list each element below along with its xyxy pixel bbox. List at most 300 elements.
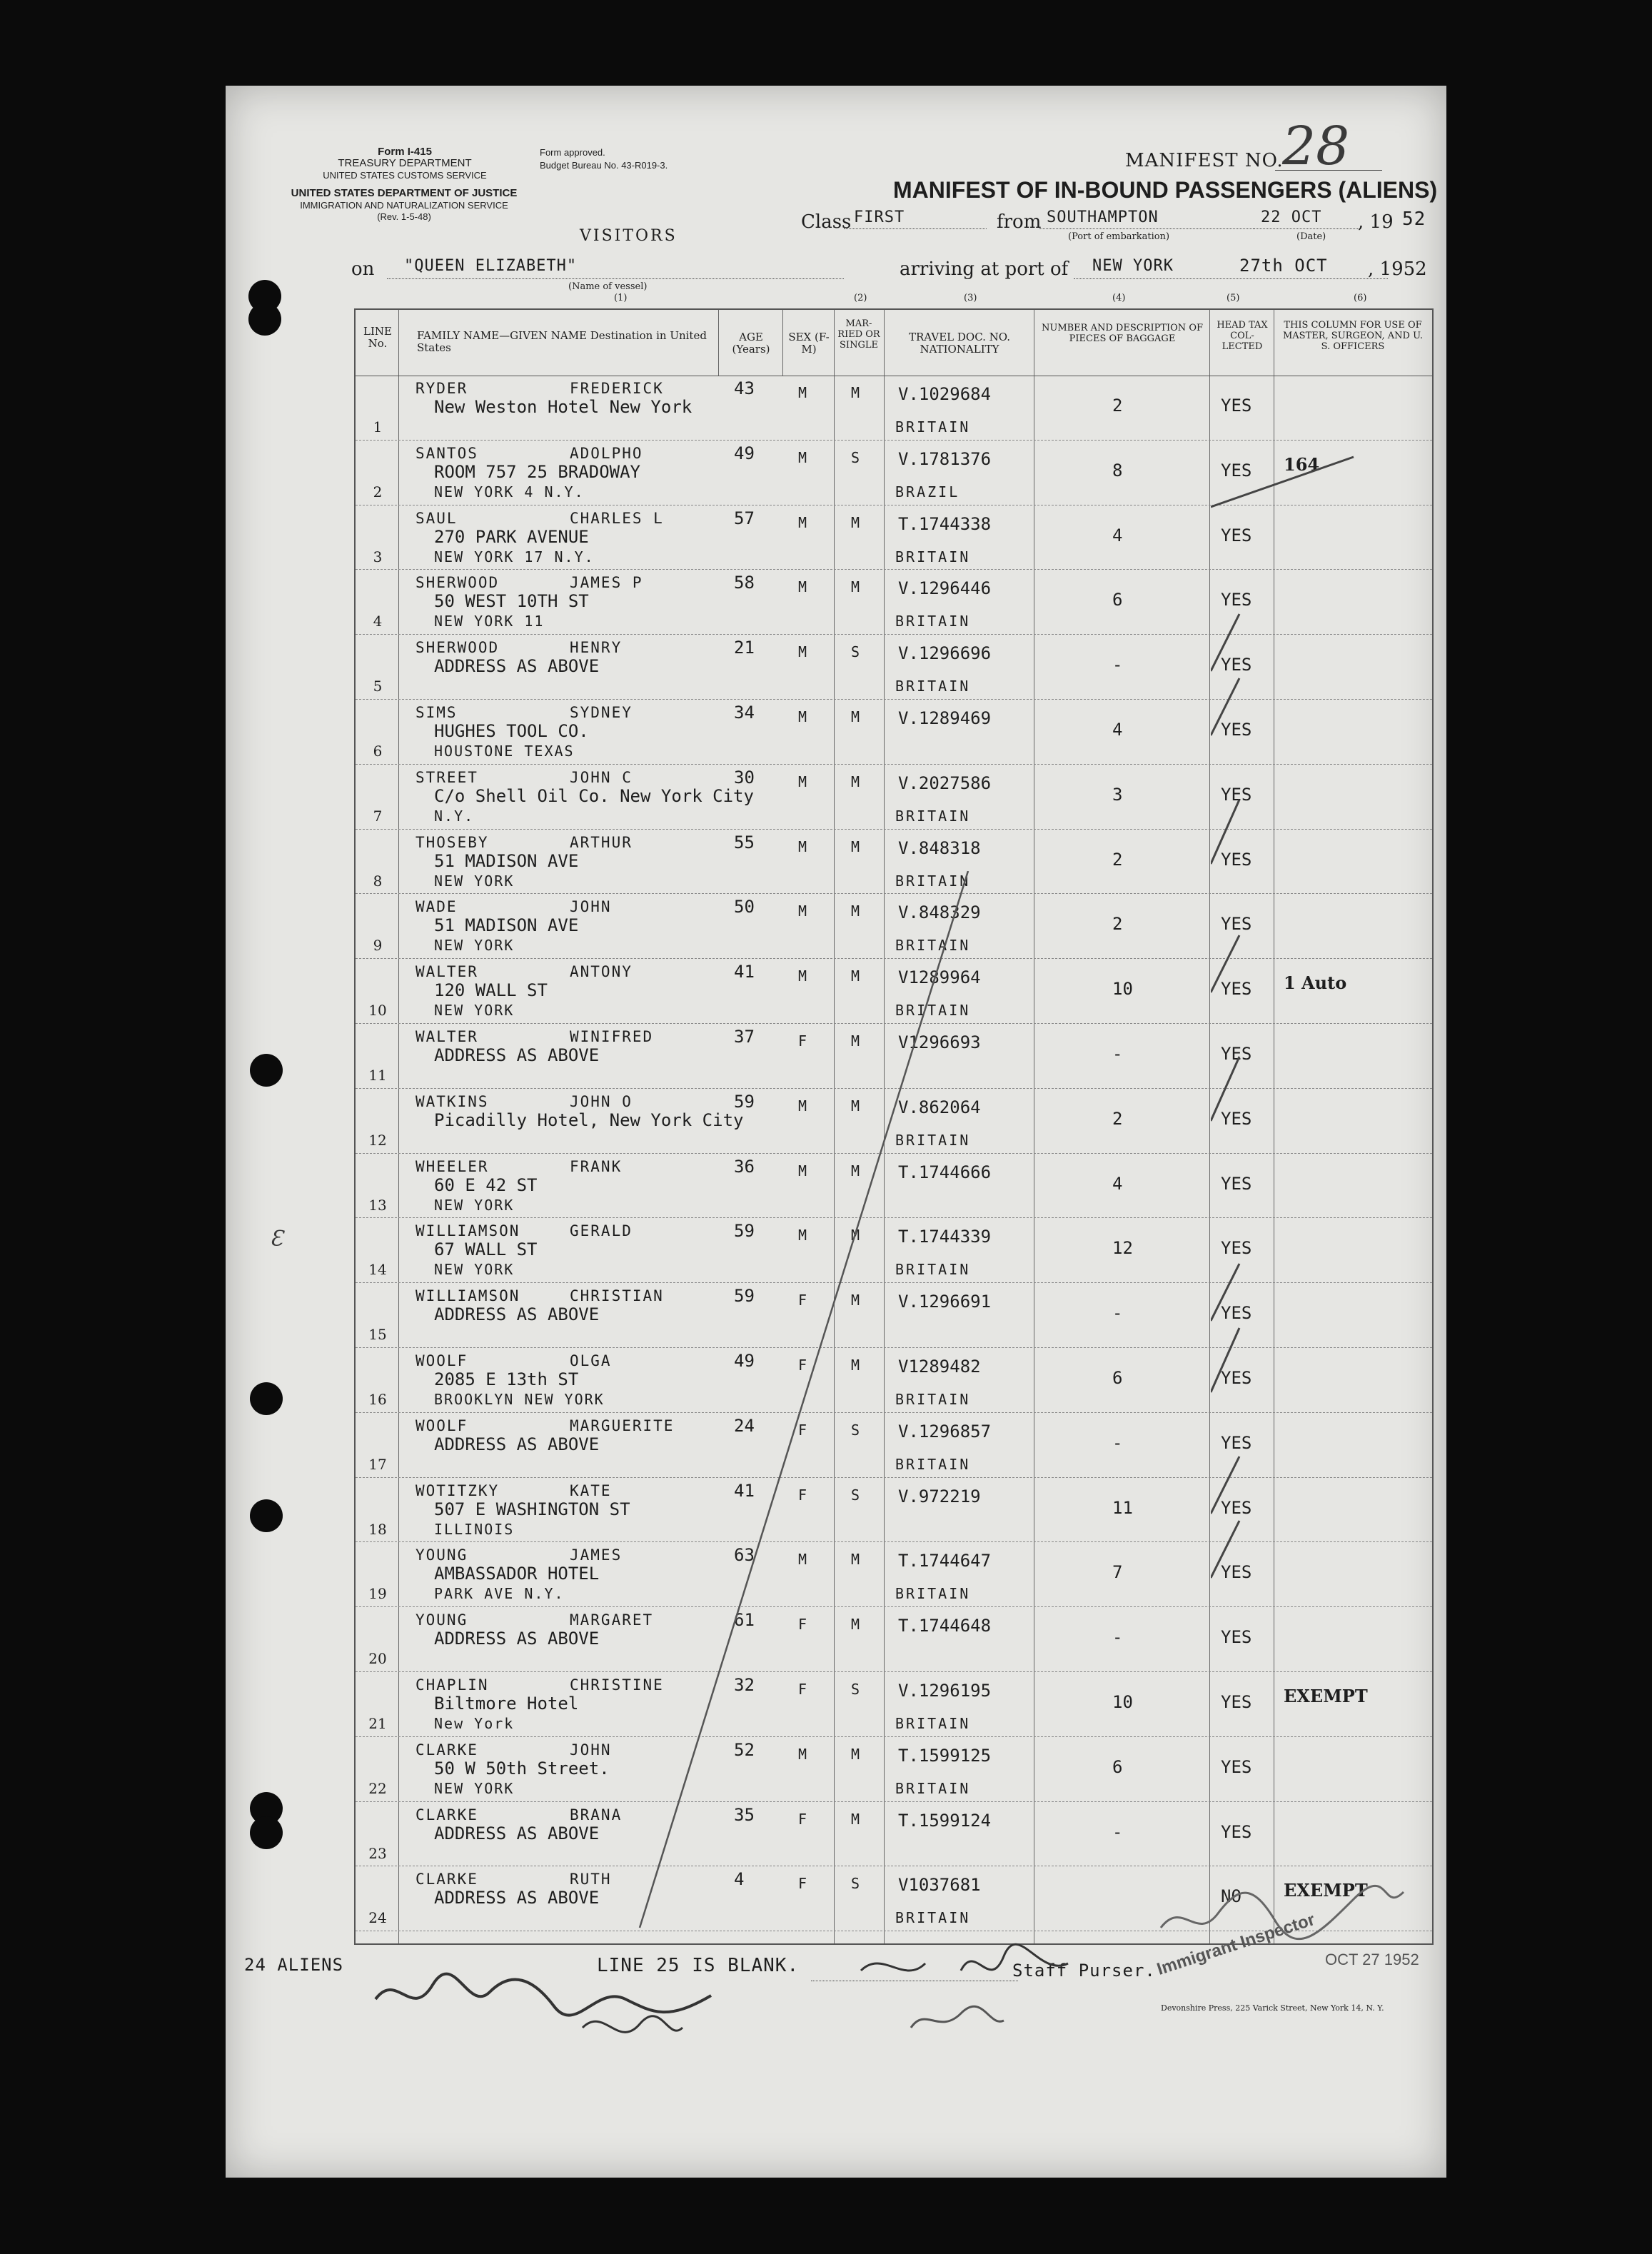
row-age: 35: [734, 1804, 755, 1825]
row-family-name: WILLIAMSON: [415, 1222, 520, 1240]
row-married: M: [851, 513, 860, 531]
row-head-tax: YES: [1221, 1562, 1252, 1583]
row-destination-2: BROOKLYN NEW YORK: [434, 1391, 605, 1408]
row-line-number: 5: [373, 678, 383, 695]
row-destination: 60 E 42 ST: [434, 1174, 538, 1195]
row-travel-doc: T.1599125: [898, 1745, 992, 1766]
arrival-date: 27th OCT: [1239, 256, 1328, 276]
row-destination: ADDRESS AS ABOVE: [434, 1629, 600, 1649]
row-married: M: [851, 578, 860, 596]
row-married: M: [851, 1551, 860, 1569]
row-line-number: 17: [368, 1455, 387, 1473]
row-sex: F: [798, 1486, 807, 1504]
year-value: 52: [1402, 208, 1426, 230]
row-head-tax: YES: [1221, 720, 1252, 740]
row-destination-2: PARK AVE N.Y.: [434, 1585, 565, 1603]
row-head-tax: YES: [1221, 655, 1252, 675]
row-sex: F: [798, 1292, 807, 1309]
date-value: 22 OCT: [1261, 208, 1322, 226]
row-line-number: 19: [368, 1585, 387, 1603]
row-line-number: 12: [368, 1131, 387, 1149]
col-header-baggage: NUMBER AND DESCRIPTION OF PIECES OF BAGGAGE: [1041, 323, 1203, 344]
row-baggage: 7: [1112, 1562, 1123, 1583]
row-officer-note: EXEMPT: [1284, 1880, 1368, 1901]
row-destination: ADDRESS AS ABOVE: [434, 1045, 600, 1065]
row-age: 43: [734, 378, 755, 398]
row-baggage: 8: [1112, 460, 1123, 481]
form-approved: Form approved.: [540, 147, 605, 158]
row-married: M: [851, 384, 860, 401]
row-given-name: ADOLPHO: [570, 444, 643, 462]
row-married: M: [851, 1357, 860, 1374]
col-num-3: (3): [964, 293, 977, 303]
row-married: M: [851, 773, 860, 790]
punch-hole: [250, 1816, 283, 1849]
row-line-number: 20: [368, 1650, 387, 1668]
row-age: 37: [734, 1027, 755, 1047]
row-destination-2: ILLINOIS: [434, 1520, 515, 1538]
row-family-name: WALTER: [415, 1028, 478, 1045]
row-sex: M: [798, 902, 807, 920]
row-sex: M: [798, 1551, 807, 1569]
customs-label: UNITED STATES CUSTOMS SERVICE: [323, 170, 487, 181]
row-age: 59: [734, 1221, 755, 1242]
arriving-port: NEW YORK: [1092, 257, 1174, 275]
row-given-name: JOHN C: [570, 768, 633, 786]
row-given-name: ARTHUR: [570, 833, 633, 851]
date-caption: (Date): [1296, 231, 1326, 242]
signature-scrawl: [368, 1956, 768, 2056]
row-married: M: [851, 902, 860, 920]
from-value: SOUTHAMPTON: [1047, 208, 1159, 226]
row-baggage: 6: [1112, 590, 1123, 610]
row-family-name: CLARKE: [415, 1806, 478, 1823]
row-head-tax: YES: [1221, 1173, 1252, 1194]
row-head-tax: YES: [1221, 1108, 1252, 1129]
row-baggage: 12: [1112, 1238, 1133, 1259]
row-married: M: [851, 967, 860, 985]
col-header-sex: SEX (F-M): [788, 331, 830, 356]
row-married: M: [851, 1097, 860, 1115]
from-label: from: [997, 211, 1042, 233]
stamp-title: Immigrant Inspector: [1154, 1910, 1318, 1980]
row-sex: F: [798, 1032, 807, 1050]
row-age: 30: [734, 767, 755, 788]
row-head-tax: YES: [1221, 849, 1252, 870]
row-head-tax: YES: [1221, 1497, 1252, 1518]
vessel-underline: [387, 278, 844, 279]
row-officer-note: EXEMPT: [1284, 1686, 1368, 1706]
row-baggage: -: [1112, 655, 1123, 675]
row-nationality: BRITAIN: [895, 1002, 971, 1020]
row-travel-doc: T.1744648: [898, 1616, 992, 1636]
row-age: 36: [734, 1156, 755, 1177]
row-travel-doc: V.1029684: [898, 384, 992, 404]
row-baggage: -: [1112, 1432, 1123, 1453]
col-num-5: (5): [1227, 293, 1240, 303]
row-travel-doc: V.848329: [898, 902, 981, 923]
row-family-name: SIMS: [415, 704, 458, 721]
row-family-name: CHAPLIN: [415, 1676, 489, 1694]
row-given-name: KATE: [570, 1481, 612, 1499]
row-destination: ADDRESS AS ABOVE: [434, 1823, 600, 1843]
row-age: 49: [734, 1351, 755, 1371]
row-nationality: BRITAIN: [895, 613, 971, 630]
row-married: S: [851, 1681, 860, 1698]
row-age: 59: [734, 1091, 755, 1112]
row-head-tax: YES: [1221, 784, 1252, 805]
row-destination-2: NEW YORK 4 N.Y.: [434, 483, 585, 500]
row-destination: 507 E WASHINGTON ST: [434, 1499, 630, 1519]
row-given-name: BRANA: [570, 1806, 623, 1823]
row-baggage: 2: [1112, 914, 1123, 935]
row-destination: C/o Shell Oil Co. New York City: [434, 785, 754, 806]
row-destination-2: NEW YORK: [434, 1002, 515, 1020]
row-travel-doc: V1289482: [898, 1357, 981, 1377]
row-sex: F: [798, 1681, 807, 1698]
row-sex: M: [798, 448, 807, 466]
row-head-tax: YES: [1221, 396, 1252, 416]
row-given-name: MARGARET: [570, 1611, 654, 1629]
row-baggage: 6: [1112, 1368, 1123, 1388]
row-age: 41: [734, 962, 755, 982]
row-age: 50: [734, 897, 755, 917]
row-nationality: BRITAIN: [895, 1715, 971, 1732]
row-family-name: CLARKE: [415, 1871, 478, 1888]
row-married: M: [851, 1745, 860, 1763]
row-line-number: 11: [368, 1067, 387, 1084]
row-baggage: -: [1112, 1303, 1123, 1324]
row-family-name: WOTITZKY: [415, 1481, 500, 1499]
punch-hole: [248, 303, 281, 336]
date-underline: [1254, 228, 1361, 229]
row-age: 55: [734, 832, 755, 852]
row-baggage: 10: [1112, 1692, 1133, 1712]
row-travel-doc: V.1296696: [898, 643, 992, 664]
row-head-tax: YES: [1221, 1303, 1252, 1324]
row-nationality: BRITAIN: [895, 1585, 971, 1603]
row-destination: 67 WALL ST: [434, 1239, 538, 1260]
row-given-name: SYDNEY: [570, 704, 633, 721]
row-destination-2: NEW YORK: [434, 1779, 515, 1797]
purser-signature: [854, 1942, 1097, 2042]
row-family-name: WOOLF: [415, 1417, 468, 1434]
row-line-number: 24: [368, 1909, 387, 1927]
row-age: 57: [734, 508, 755, 528]
row-destination: 120 WALL ST: [434, 980, 548, 1001]
visitors-label: VISITORS: [580, 227, 678, 245]
row-sex: M: [798, 578, 807, 596]
row-officer-note: 1 Auto: [1284, 972, 1347, 994]
col-num-4: (4): [1112, 293, 1126, 303]
row-line-number: 6: [373, 743, 383, 760]
line25-note: LINE 25 IS BLANK.: [597, 1955, 800, 1976]
row-head-tax: YES: [1221, 979, 1252, 1000]
row-married: M: [851, 1810, 860, 1828]
row-baggage: 3: [1112, 784, 1123, 805]
row-head-tax: YES: [1221, 1692, 1252, 1712]
staff-purser: Staff Purser.: [1012, 1961, 1156, 1981]
row-married: M: [851, 1227, 860, 1244]
row-nationality: BRITAIN: [895, 678, 971, 695]
row-family-name: WADE: [415, 898, 458, 916]
row-travel-doc: V.1781376: [898, 448, 992, 469]
row-travel-doc: T.1599124: [898, 1810, 992, 1831]
arrival-year: , 1952: [1368, 258, 1427, 280]
col-divider: [782, 310, 783, 376]
row-destination-2: NEW YORK 11: [434, 613, 545, 630]
row-travel-doc: T.1744339: [898, 1227, 992, 1247]
row-destination: 50 W 50th Street.: [434, 1758, 610, 1778]
row-nationality: BRAZIL: [895, 483, 960, 500]
row-family-name: YOUNG: [415, 1546, 468, 1564]
row-family-name: SAUL: [415, 509, 458, 527]
row-age: 32: [734, 1675, 755, 1695]
row-family-name: STREET: [415, 768, 478, 786]
row-head-tax: YES: [1221, 1044, 1252, 1064]
row-sex: M: [798, 643, 807, 661]
arriving-label: arriving at port of: [900, 258, 1069, 280]
row-family-name: SANTOS: [415, 444, 478, 462]
row-sex: M: [798, 773, 807, 790]
manifest-no-label: MANIFEST NO.: [1125, 150, 1284, 171]
row-nationality: BRITAIN: [895, 418, 971, 436]
pencil-stroke: [625, 871, 982, 1942]
row-baggage: 10: [1112, 979, 1133, 1000]
treasury-label: TREASURY DEPARTMENT: [338, 157, 472, 169]
row-travel-doc: V.1296195: [898, 1681, 992, 1701]
row-sex: M: [798, 967, 807, 985]
row-married: M: [851, 1032, 860, 1050]
row-given-name: JAMES P: [570, 574, 643, 592]
row-baggage: 2: [1112, 1108, 1123, 1129]
row-line-number: 22: [368, 1779, 387, 1797]
row-given-name: HENRY: [570, 639, 623, 657]
row-destination-2: NEW YORK: [434, 1261, 515, 1279]
row-travel-doc: V.848318: [898, 837, 981, 858]
row-age: 34: [734, 703, 755, 723]
col-header-officers: THIS COLUMN FOR USE OF MASTER, SURGEON, AND U. S. OFFICERS: [1282, 320, 1424, 352]
row-travel-doc: V.1296691: [898, 1292, 992, 1312]
row-sex: F: [798, 1421, 807, 1439]
row-baggage: 2: [1112, 849, 1123, 870]
row-travel-doc: V.1296857: [898, 1421, 992, 1442]
justice-label: UNITED STATES DEPARTMENT OF JUSTICE: [291, 187, 518, 199]
row-family-name: WOOLF: [415, 1352, 468, 1369]
row-married: M: [851, 1292, 860, 1309]
row-head-tax: YES: [1221, 1821, 1252, 1842]
row-married: M: [851, 708, 860, 725]
year-prefix: , 19: [1358, 211, 1394, 233]
row-family-name: WHEELER: [415, 1157, 489, 1175]
row-family-name: WILLIAMSON: [415, 1287, 520, 1305]
row-given-name: JOHN: [570, 1741, 612, 1759]
row-line-number: 9: [373, 937, 383, 955]
revision-label: (Rev. 1-5-48): [377, 211, 431, 222]
class-underline: [844, 228, 987, 229]
row-age: 59: [734, 1286, 755, 1307]
row-head-tax: YES: [1221, 1368, 1252, 1388]
vessel-caption: (Name of vessel): [568, 281, 648, 292]
on-label: on: [351, 258, 375, 280]
row-baggage: 4: [1112, 525, 1123, 545]
row-age: 58: [734, 573, 755, 593]
row-travel-doc: V.1296446: [898, 578, 992, 599]
aliens-count: 24 ALIENS: [244, 1955, 344, 1975]
row-destination: Picadilly Hotel, New York City: [434, 1110, 744, 1130]
row-line-number: 8: [373, 872, 383, 890]
row-nationality: BRITAIN: [895, 937, 971, 955]
vessel-name: "QUEEN ELIZABETH": [404, 257, 578, 275]
row-given-name: MARGUERITE: [570, 1417, 675, 1434]
row-given-name: JAMES: [570, 1546, 623, 1564]
row-family-name: YOUNG: [415, 1611, 468, 1629]
margin-handwriting: Ɛ: [270, 1227, 283, 1252]
form-number: Form I-415: [378, 146, 432, 158]
manifest-title: MANIFEST OF IN-BOUND PASSENGERS (ALIENS): [893, 177, 1438, 203]
row-baggage: 4: [1112, 720, 1123, 740]
row-baggage: -: [1112, 1821, 1123, 1842]
row-nationality: BRITAIN: [895, 872, 971, 890]
row-age: 63: [734, 1545, 755, 1566]
row-baggage: 2: [1112, 396, 1123, 416]
row-destination: 2085 E 13th ST: [434, 1369, 579, 1389]
row-travel-doc: V1296693: [898, 1032, 981, 1052]
row-destination: HUGHES TOOL CO.: [434, 721, 589, 741]
row-head-tax: YES: [1221, 1756, 1252, 1777]
row-married: S: [851, 1486, 860, 1504]
row-given-name: FREDERICK: [570, 380, 664, 397]
row-destination: ADDRESS AS ABOVE: [434, 1304, 600, 1325]
row-line-number: 2: [373, 483, 383, 500]
row-married: S: [851, 643, 860, 661]
row-destination: 50 WEST 10TH ST: [434, 591, 589, 612]
row-age: 24: [734, 1415, 755, 1436]
row-line-number: 3: [373, 548, 383, 565]
row-family-name: CLARKE: [415, 1741, 478, 1759]
row-given-name: OLGA: [570, 1352, 612, 1369]
row-sex: M: [798, 708, 807, 725]
row-destination-2: NEW YORK: [434, 1196, 515, 1214]
row-married: M: [851, 1616, 860, 1634]
punch-hole: [250, 1054, 283, 1087]
row-travel-doc: V.862064: [898, 1097, 981, 1117]
row-line-number: 14: [368, 1261, 387, 1279]
row-travel-doc: V1037681: [898, 1875, 981, 1896]
row-line-number: 16: [368, 1391, 387, 1408]
row-married: M: [851, 837, 860, 855]
row-sex: M: [798, 384, 807, 401]
row-sex: F: [798, 1875, 807, 1893]
row-line-number: 10: [368, 1002, 387, 1020]
col-header-tax: HEAD TAX COL-LECTED: [1217, 320, 1268, 352]
row-nationality: BRITAIN: [895, 1455, 971, 1473]
manifest-no-value: 28: [1282, 116, 1350, 177]
row-destination: ADDRESS AS ABOVE: [434, 656, 600, 677]
row-head-tax: YES: [1221, 460, 1252, 481]
row-destination: 270 PARK AVENUE: [434, 526, 589, 547]
row-given-name: WINIFRED: [570, 1028, 654, 1045]
row-line-number: 21: [368, 1715, 387, 1732]
row-destination: ADDRESS AS ABOVE: [434, 1434, 600, 1454]
row-destination: AMBASSADOR HOTEL: [434, 1564, 600, 1584]
row-married: S: [851, 1421, 860, 1439]
row-head-tax: YES: [1221, 590, 1252, 610]
row-nationality: BRITAIN: [895, 1131, 971, 1149]
row-destination: ROOM 757 25 BRADOWAY: [434, 461, 640, 482]
punch-hole: [250, 1382, 283, 1415]
row-line-number: 4: [373, 613, 383, 630]
row-destination-2: New York: [434, 1715, 515, 1732]
col-num-6: (6): [1354, 293, 1367, 303]
row-line-number: 13: [368, 1196, 387, 1214]
row-nationality: BRITAIN: [895, 1261, 971, 1279]
row-family-name: RYDER: [415, 380, 468, 397]
row-destination: ADDRESS AS ABOVE: [434, 1888, 600, 1908]
row-travel-doc: V.2027586: [898, 773, 992, 793]
row-married: S: [851, 448, 860, 466]
row-destination: Biltmore Hotel: [434, 1694, 579, 1714]
row-line-number: 15: [368, 1326, 387, 1344]
row-sex: M: [798, 837, 807, 855]
class-label: Class: [801, 211, 852, 233]
row-married: S: [851, 1875, 860, 1893]
row-age: 49: [734, 443, 755, 463]
officer-checkmarks: [1211, 443, 1439, 1942]
arriving-underline: [1074, 278, 1388, 279]
col-header-age: AGE (Years): [732, 331, 770, 356]
row-travel-doc: T.1744647: [898, 1551, 992, 1571]
row-given-name: CHARLES L: [570, 509, 664, 527]
row-given-name: JOHN: [570, 898, 612, 916]
row-destination-2: N.Y.: [434, 807, 475, 825]
manifest-page: [226, 86, 1446, 2178]
row-family-name: SHERWOOD: [415, 574, 500, 592]
row-line-number: 18: [368, 1520, 387, 1538]
row-given-name: CHRISTINE: [570, 1676, 664, 1694]
table-row: [356, 376, 1432, 441]
col-header-doc: TRAVEL DOC. NO. NATIONALITY: [908, 331, 1010, 356]
row-baggage: 11: [1112, 1497, 1133, 1518]
port-caption: (Port of embarkation): [1068, 231, 1170, 242]
row-age: 4: [734, 1869, 745, 1890]
row-age: 61: [734, 1610, 755, 1631]
row-sex: M: [798, 1097, 807, 1115]
row-travel-doc: V.972219: [898, 1486, 981, 1506]
row-nationality: BRITAIN: [895, 1391, 971, 1408]
row-line-number: 23: [368, 1844, 387, 1862]
row-nationality: BRITAIN: [895, 548, 971, 565]
row-head-tax: YES: [1221, 914, 1252, 935]
row-line-number: 1: [373, 418, 383, 436]
col-header-married: MAR-RIED OR SINGLE: [837, 318, 880, 351]
printer-credit: Devonshire Press, 225 Varick Street, New York 14, N. Y.: [1161, 2003, 1384, 2013]
row-destination: New Weston Hotel New York: [434, 397, 692, 417]
row-head-tax: YES: [1221, 525, 1252, 545]
row-line-number: 7: [373, 807, 383, 825]
row-destination-2: NEW YORK 17 N.Y.: [434, 548, 595, 565]
row-head-tax: NO: [1221, 1886, 1241, 1907]
col-num-2: (2): [854, 293, 867, 303]
row-baggage: -: [1112, 1044, 1123, 1064]
row-officer-note: 164: [1284, 453, 1320, 475]
row-nationality: BRITAIN: [895, 1909, 971, 1927]
row-sex: F: [798, 1616, 807, 1634]
col-header-name: FAMILY NAME—GIVEN NAME Destination in United States: [417, 329, 707, 354]
class-value: FIRST: [854, 208, 905, 226]
immigration-label: IMMIGRATION AND NATURALIZATION SERVICE: [300, 200, 508, 211]
punch-hole: [250, 1499, 283, 1532]
